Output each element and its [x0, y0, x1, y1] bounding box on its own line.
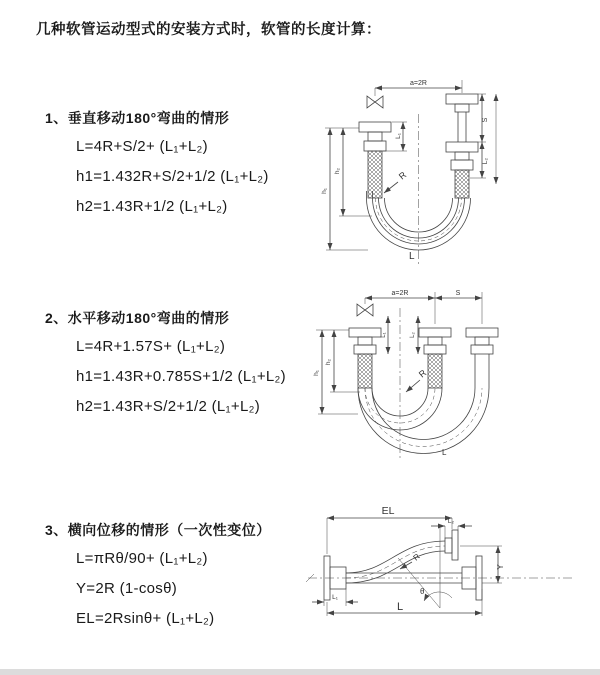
leader-line-r — [400, 562, 412, 569]
dim-label-h1: h₁ — [321, 188, 328, 194]
dim-label-y: Y — [496, 564, 505, 570]
section-1-formula-L: L=4R+S/2+ (L₁+L₂) — [76, 138, 208, 155]
leader-line-r — [384, 182, 398, 193]
diagram-vertical-180-bend — [310, 66, 600, 273]
section-2-formula-L: L=4R+1.57S+ (L₁+L₂) — [76, 338, 226, 355]
left-flange — [349, 328, 381, 354]
dim-label-h1: h₁ — [313, 370, 320, 376]
braided-hose-left — [368, 151, 382, 198]
dim-label-l1: L₁ — [381, 332, 387, 338]
dim-label-s: S — [482, 117, 489, 123]
right-flange-displaced — [466, 328, 498, 354]
right-flange-lower — [446, 142, 478, 170]
dim-label-length: L — [396, 601, 404, 613]
dim-label-l1: L₁ — [395, 133, 402, 139]
dim-label-r: R — [411, 551, 422, 563]
middle-flange — [419, 328, 451, 354]
dim-label-width: a=2R — [410, 80, 427, 87]
dim-label-l2: L₂ — [410, 332, 416, 338]
braided-hose-left — [358, 354, 372, 388]
angle-construction — [398, 528, 452, 608]
valve-icon — [357, 298, 373, 316]
dim-label-theta: θ — [420, 587, 425, 596]
dim-label-r: R — [416, 367, 429, 380]
section-3-formula-EL: EL=2Rsinθ+ (L₁+L₂) — [76, 610, 215, 627]
dim-label-el: EL — [381, 505, 395, 517]
leader-line-r — [406, 380, 420, 392]
section-1-heading: 1、垂直移动180°弯曲的情形 — [45, 110, 230, 126]
right-flange-upper — [446, 94, 478, 112]
dim-label-l2: L₂ — [447, 518, 455, 525]
diagram-lateral-displacement — [300, 498, 600, 673]
braided-hose-middle — [428, 354, 442, 388]
section-3-formula-Y: Y=2R (1-cosθ) — [76, 580, 178, 597]
section-3-heading: 3、横向位移的情形（一次性变位） — [45, 522, 271, 538]
section-2-formula-h2: h2=1.43R+S/2+1/2 (L₁+L₂) — [76, 398, 261, 415]
page-title: 几种软管运动型式的安装方式时，软管的长度计算： — [36, 22, 381, 38]
dim-label-length: L — [442, 448, 447, 457]
diagram-horizontal-180-bend — [300, 278, 600, 463]
hose-s-curve — [346, 541, 445, 583]
section-2-heading: 2、水平移动180°弯曲的情形 — [45, 310, 230, 326]
dim-label-l2: L₂ — [482, 157, 489, 165]
valve-icon — [367, 88, 383, 108]
dim-label-h2: h₂ — [325, 358, 332, 366]
dim-label-s: S — [455, 290, 461, 297]
braided-hose-right — [455, 170, 469, 198]
dim-label-h2: h₂ — [334, 167, 341, 175]
section-1-formula-h2: h2=1.43R+1/2 (L₁+L₂) — [76, 198, 228, 215]
dim-label-l1: L₁ — [332, 594, 338, 601]
section-3-formula-L: L=πRθ/90+ (L₁+L₂) — [76, 550, 208, 567]
section-1-formula-h1: h1=1.432R+S/2+1/2 (L₁+L₂) — [76, 168, 269, 185]
dim-label-length: L — [409, 251, 415, 262]
dim-label-width: a=2R — [391, 290, 409, 297]
hose-u-bend-displaced — [358, 388, 489, 454]
left-flange — [359, 122, 391, 151]
page-bottom-edge — [0, 669, 600, 675]
upper-flange-displaced — [445, 530, 458, 560]
section-2-formula-h1: h1=1.43R+0.785S+1/2 (L₁+L₂) — [76, 368, 286, 385]
dim-label-r: R — [396, 169, 409, 182]
